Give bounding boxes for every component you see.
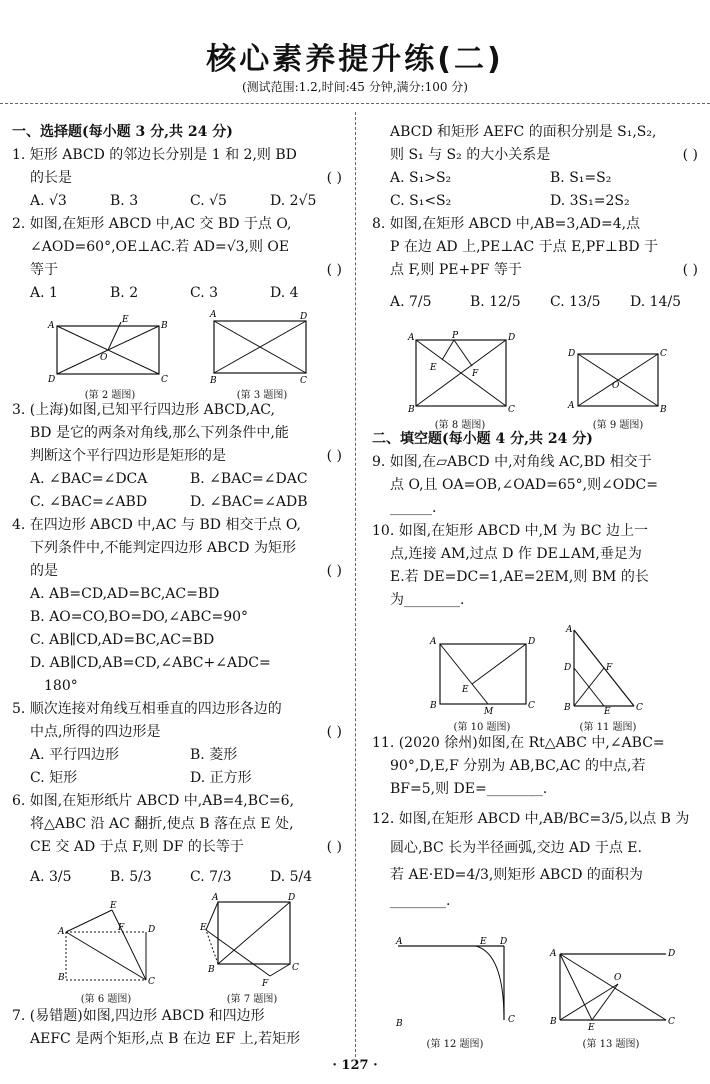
svg-text:E: E (462, 685, 469, 695)
option-row: A. √3 B. 3 C. √5 D. 2√5 (30, 193, 317, 209)
svg-text:C: C (668, 1017, 675, 1027)
svg-text:E: E (110, 901, 117, 911)
option-line: 180° (44, 678, 78, 694)
svg-text:A: A (396, 937, 403, 947)
section-heading: 二、填空题(每小题 4 分,共 24 分) (372, 431, 593, 447)
question-line: 8. 如图,在矩形 ABCD 中,AB=3,AD=4,点 (372, 216, 641, 232)
svg-text:E: E (480, 937, 487, 947)
figure-caption: (第 7 题图) (226, 994, 278, 1005)
column-divider (355, 112, 356, 1057)
svg-text:D: D (500, 937, 508, 947)
section-heading: 一、选择题(每小题 3 分,共 24 分) (12, 124, 233, 140)
figure-q7 (200, 890, 306, 990)
option-line: B. AO=CO,BO=DO,∠ABC=90° (30, 609, 249, 625)
svg-text:C: C (508, 405, 515, 414)
svg-text:E: E (122, 315, 129, 325)
figure-caption: (第 9 题图) (592, 420, 644, 431)
svg-text:B: B (210, 376, 217, 383)
question-line: 圆心,BC 长为半径画弧,交边 AD 于点 E. (390, 840, 642, 856)
svg-text:E: E (200, 923, 207, 933)
svg-text:E: E (588, 1023, 595, 1030)
page-subtitle: (测试范围:1.2,时间:45 分钟,满分:100 分) (241, 80, 468, 94)
svg-text:D: D (528, 637, 536, 647)
page-number: · 127 · (332, 1058, 378, 1073)
option-line: A. AB=CD,AD=BC,AC=BD (30, 586, 220, 602)
question-line: ______. (390, 500, 437, 516)
svg-text:A: A (430, 637, 437, 647)
svg-text:A: A (550, 949, 557, 959)
question-line: 下列条件中,不能判定四边形 ABCD 为矩形 (30, 540, 296, 556)
svg-text:P: P (452, 331, 459, 341)
question-line: 6. 如图,在矩形纸片 ABCD 中,AB=4,BC=6, (12, 793, 295, 809)
option-row: A. 7/5 B. 12/5 C. 13/5 D. 14/5 (390, 294, 682, 310)
figure-caption: (第 3 题图) (236, 390, 288, 401)
figure-q13 (548, 944, 680, 1030)
question-line: ∠AOD=60°,OE⊥AC.若 AD=√3,则 OE (30, 239, 290, 255)
option-row: C. S₁<S₂ D. 3S₁=2S₂ (390, 193, 630, 209)
option-line: D. AB∥CD,AB=CD,∠ABC+∠ADC= (30, 655, 271, 671)
question-line: 1. 矩形 ABCD 的邻边长分别是 1 和 2,则 BD (12, 147, 297, 163)
svg-text:C: C (528, 701, 535, 711)
question-line: 中点,所得的四边形是 ( ) (30, 724, 342, 740)
option-line: C. AB∥CD,AD=BC,AC=BD (30, 632, 215, 648)
svg-text:C: C (148, 977, 155, 984)
question-line: 等于 ( ) (30, 262, 342, 278)
figure-caption: (第 2 题图) (84, 390, 136, 401)
svg-text:F: F (606, 663, 613, 673)
svg-text:D: D (288, 893, 296, 903)
svg-text:B: B (408, 405, 415, 414)
question-line: AEFC 是两个矩形,点 B 在边 EF 上,若矩形 (30, 1031, 301, 1047)
question-line: 点,连接 AM,过点 D 作 DE⊥AM,垂足为 (390, 546, 642, 562)
question-line: 为________. (390, 592, 465, 608)
left-column (12, 121, 342, 895)
header-divider (0, 103, 710, 104)
svg-text:B: B (660, 405, 667, 414)
question-line: ABCD 和矩形 AEFC 的面积分别是 S₁,S₂, (390, 124, 657, 140)
figure-q3 (204, 307, 316, 383)
question-line: 11. (2020 徐州)如图,在 Rt△ABC 中,∠ABC= (372, 735, 665, 751)
svg-text:M: M (484, 707, 494, 716)
question-line: CE 交 AD 于点 F,则 DF 的长等于 ( ) (30, 839, 342, 855)
figure-q11 (564, 620, 648, 716)
svg-text:A: A (408, 333, 415, 343)
svg-text:C: C (636, 703, 643, 713)
svg-text:A: A (58, 927, 65, 937)
question-line: 3. (上海)如图,已知平行四边形 ABCD,AC, (12, 402, 275, 418)
question-line: BD 是它的两条对角线,那么下列条件中,能 (30, 425, 289, 441)
question-line: 10. 如图,在矩形 ABCD 中,M 为 BC 边上一 (372, 523, 649, 539)
svg-text:A: A (568, 401, 575, 411)
question-line: 若 AE·ED=4/3,则矩形 ABCD 的面积为 (390, 867, 643, 883)
svg-text:D: D (568, 349, 576, 359)
svg-text:A: A (566, 625, 573, 635)
svg-text:F: F (472, 369, 479, 379)
svg-text:A: A (48, 321, 55, 331)
page-title: 核心素养提升练(二) (206, 42, 504, 77)
question-line: E.若 DE=DC=1,AE=2EM,则 BM 的长 (390, 569, 649, 585)
svg-text:D: D (148, 925, 156, 935)
svg-text:B: B (430, 701, 437, 711)
question-line: 7. (易错题)如图,四边形 ABCD 和四边形 (12, 1008, 265, 1024)
option-row: C. ∠BAC=∠ABD D. ∠BAC=∠ADB (30, 494, 308, 510)
figure-caption: (第 12 题图) (426, 1039, 484, 1050)
figure-q10 (426, 634, 542, 716)
svg-text:D: D (300, 312, 308, 322)
question-line: BF=5,则 DE=________. (390, 781, 548, 797)
svg-text:O: O (100, 353, 108, 363)
svg-text:A: A (210, 310, 217, 320)
figure-q6 (56, 900, 160, 984)
svg-text:B: B (564, 703, 571, 713)
svg-text:O: O (614, 973, 622, 983)
figure-caption: (第 13 题图) (582, 1039, 640, 1050)
svg-text:B: B (396, 1019, 403, 1029)
figure-caption: (第 6 题图) (80, 994, 132, 1005)
figure-caption: (第 10 题图) (453, 722, 511, 733)
option-row: A. 平行四边形 B. 菱形 (30, 747, 238, 763)
svg-text:B: B (550, 1017, 557, 1027)
svg-text:E: E (604, 707, 611, 716)
question-line: 12. 如图,在矩形 ABCD 中,AB/BC=3/5,以点 B 为 (372, 811, 690, 827)
svg-text:F: F (118, 923, 125, 933)
svg-text:D: D (564, 663, 572, 673)
figure-q9 (566, 344, 672, 414)
figure-q2 (44, 314, 170, 384)
question-line: 点 O,且 OA=OB,∠OAD=65°,则∠ODC= (390, 477, 658, 493)
svg-text:C: C (161, 375, 168, 384)
svg-text:C: C (660, 349, 667, 359)
svg-text:B: B (161, 321, 168, 331)
svg-text:F: F (262, 979, 269, 989)
question-line: 90°,D,E,F 分别为 AB,BC,AC 的中点,若 (390, 758, 646, 774)
svg-text:E: E (430, 363, 437, 373)
svg-text:O: O (612, 381, 620, 391)
svg-text:D: D (508, 333, 516, 343)
figure-q12 (392, 934, 524, 1030)
question-line: 9. 如图,在▱ABCD 中,对角线 AC,BD 相交于 (372, 454, 652, 470)
option-row: A. S₁>S₂ B. S₁=S₂ (390, 170, 612, 186)
question-line: 5. 顺次连接对角线互相垂直的四边形各边的 (12, 701, 282, 717)
svg-text:B: B (208, 965, 215, 975)
svg-text:A: A (212, 893, 219, 903)
option-row: C. 矩形 D. 正方形 (30, 770, 252, 786)
question-line: 的长是 ( ) (30, 170, 342, 186)
figure-caption: (第 8 题图) (434, 420, 486, 431)
svg-text:D: D (668, 949, 676, 959)
left-column-tail (12, 1005, 342, 1051)
figure-caption: (第 11 题图) (579, 722, 637, 733)
figure-q8 (402, 330, 520, 414)
svg-text:C: C (508, 1015, 515, 1025)
question-line: ________. (390, 893, 451, 909)
svg-text:B: B (58, 973, 65, 983)
svg-text:C: C (292, 963, 299, 973)
question-line: 判断这个平行四边形是矩形的是 ( ) (30, 448, 342, 464)
option-row: A. 3/5 B. 5/3 C. 7/3 D. 5/4 (30, 869, 313, 885)
right-column (372, 121, 698, 913)
question-line: 则 S₁ 与 S₂ 的大小关系是 ( ) (390, 147, 698, 163)
svg-text:C: C (300, 376, 307, 383)
question-line: P 在边 AD 上,PE⊥AC 于点 E,PF⊥BD 于 (390, 239, 659, 255)
svg-text:D: D (48, 375, 56, 384)
question-line: 2. 如图,在矩形 ABCD 中,AC 交 BD 于点 O, (12, 216, 292, 232)
question-line: 将△ABC 沿 AC 翻折,使点 B 落在点 E 处, (30, 816, 294, 832)
question-line: 的是 ( ) (30, 563, 342, 579)
option-row: A. 1 B. 2 C. 3 D. 4 (30, 285, 299, 301)
question-line: 4. 在四边形 ABCD 中,AC 与 BD 相交于点 O, (12, 517, 301, 533)
option-row: A. ∠BAC=∠DCA B. ∠BAC=∠DAC (30, 471, 308, 487)
question-line: 点 F,则 PE+PF 等于 ( ) (390, 262, 698, 278)
